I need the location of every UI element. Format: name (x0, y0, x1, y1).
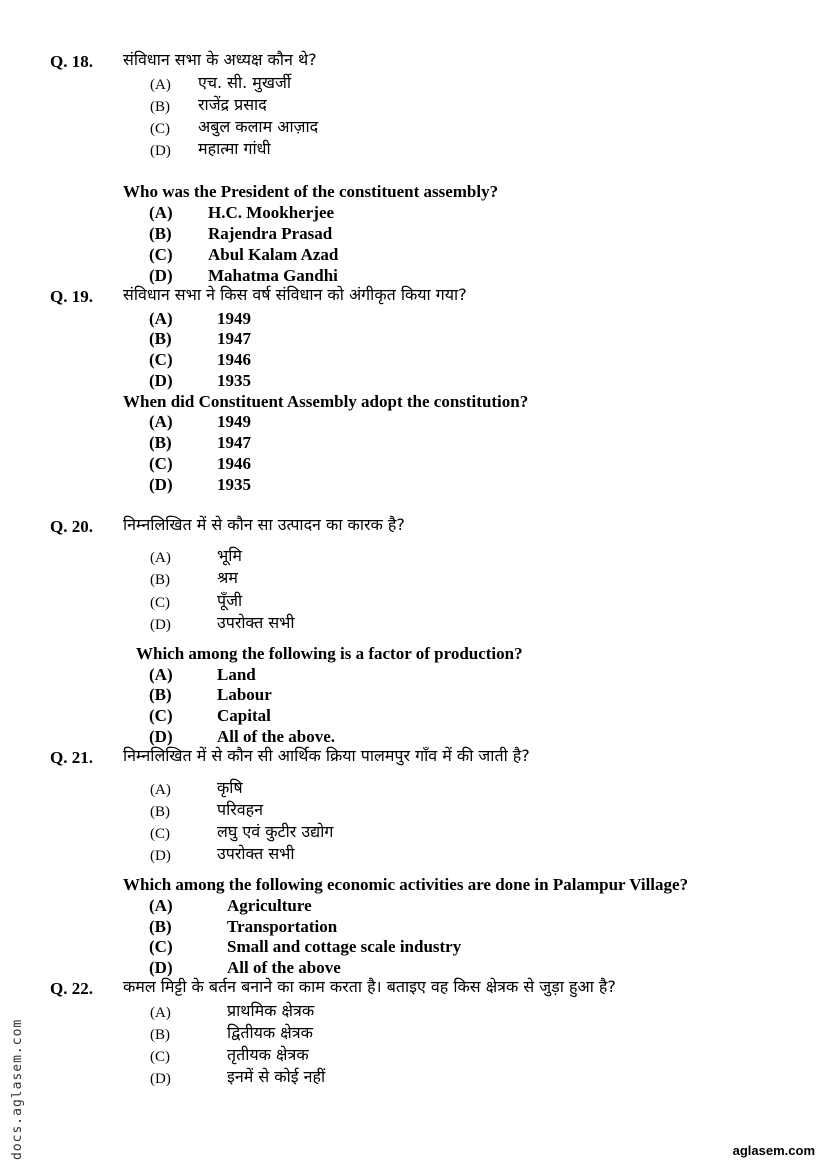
option-text-english: 1949 (217, 412, 251, 431)
footer-watermark: aglasem.com (732, 1143, 815, 1158)
option-label: (A) (149, 412, 173, 431)
option-label: (C) (150, 121, 170, 137)
option-text-english: Capital (217, 706, 271, 725)
question-number: Q. 22. (50, 979, 93, 998)
question-number: Q. 21. (50, 748, 93, 767)
option-text-english: 1947 (217, 433, 251, 452)
question-text-english: Which among the following economic activities are done in Palampur Village? (123, 875, 689, 894)
option-label: (A) (149, 665, 173, 684)
option-text-english: 1935 (217, 475, 251, 494)
option-label: (C) (150, 595, 170, 611)
option-label: (B) (150, 572, 170, 588)
option-text-english: Mahatma Gandhi (208, 266, 338, 285)
option-text-english: H.C. Mookherjee (208, 203, 335, 222)
question-text-hindi: कमल मिट्टी के बर्तन बनाने का काम करता है। बताइए वह किस क्षेत्रक से जुड़ा हुआ है? (123, 977, 616, 996)
option-text-hindi: पूँजी (217, 591, 243, 610)
option-text-hindi: कृषि (217, 778, 243, 797)
option-text-hindi: राजेंद्र प्रसाद (198, 95, 267, 114)
option-label: (B) (149, 224, 172, 243)
option-text-english: Rajendra Prasad (208, 224, 333, 243)
option-text-english: Small and cottage scale industry (227, 937, 462, 956)
question-text-english: Which among the following is a factor of production? (136, 644, 523, 663)
option-label: (A) (150, 1005, 171, 1021)
option-label: (C) (149, 245, 173, 264)
option-label: (B) (149, 685, 172, 704)
question-text-hindi: संविधान सभा ने किस वर्ष संविधान को अंगीकृत किया गया? (123, 285, 467, 304)
option-text-english: Abul Kalam Azad (208, 245, 339, 264)
option-text: 1946 (217, 350, 251, 369)
option-label: (B) (149, 917, 172, 936)
option-label: (D) (150, 848, 171, 864)
option-text-hindi: अबुल कलाम आज़ाद (198, 117, 319, 136)
option-label: (D) (149, 958, 173, 977)
option-text-english: All of the above. (217, 727, 336, 746)
question-text-hindi: संविधान सभा के अध्यक्ष कौन थे? (123, 50, 317, 69)
option-text-english: Labour (217, 685, 272, 704)
option-text-hindi: लघु एवं कुटीर उद्योग (217, 822, 334, 841)
option-label: (C) (149, 350, 173, 369)
option-text-english: Transportation (227, 917, 338, 936)
option-label: (B) (150, 1027, 170, 1043)
option-text-hindi: उपरोक्त सभी (217, 844, 295, 863)
option-label: (C) (150, 1049, 170, 1065)
option-label: (B) (149, 329, 172, 348)
option-text: 1935 (217, 371, 251, 390)
option-text-hindi: एच. सी. मुखर्जी (198, 73, 291, 92)
option-label: (B) (150, 804, 170, 820)
option-label: (A) (149, 896, 173, 915)
question-text-english: When did Constituent Assembly adopt the constitution? (123, 392, 529, 411)
option-text-hindi: द्वितीयक क्षेत्रक (227, 1023, 313, 1042)
option-text-hindi: भूमि (217, 546, 242, 565)
option-label: (D) (149, 727, 173, 746)
option-text: 1949 (217, 309, 251, 328)
option-text-english: 1946 (217, 454, 251, 473)
option-label: (C) (150, 826, 170, 842)
option-label: (C) (149, 937, 173, 956)
option-label: (A) (149, 309, 173, 328)
option-label: (D) (150, 1071, 171, 1087)
question-text-hindi: निम्नलिखित में से कौन सी आर्थिक क्रिया पालमपुर गाँव में की जाती है? (123, 746, 530, 765)
question-text-english: Who was the President of the constituent assembly? (123, 182, 499, 201)
option-label: (B) (150, 99, 170, 115)
option-label: (C) (149, 454, 173, 473)
question-text-hindi: निम्नलिखित में से कौन सा उत्पादन का कारक है? (123, 515, 405, 534)
option-label: (B) (149, 433, 172, 452)
option-label: (C) (149, 706, 173, 725)
option-text-hindi: इनमें से कोई नहीं (227, 1067, 326, 1086)
option-label: (A) (149, 203, 173, 222)
option-label: (D) (150, 617, 171, 633)
option-text-english: All of the above (227, 958, 341, 977)
question-number: Q. 19. (50, 287, 93, 306)
option-text-english: Agriculture (227, 896, 312, 915)
option-text-hindi: महात्मा गांधी (198, 139, 271, 158)
side-watermark: docs.aglasem.com (10, 1018, 25, 1160)
option-text-hindi: प्राथमिक क्षेत्रक (227, 1001, 315, 1020)
option-text: 1947 (217, 329, 251, 348)
option-label: (A) (150, 782, 171, 798)
option-text-hindi: उपरोक्त सभी (217, 613, 295, 632)
option-text-english: Land (217, 665, 256, 684)
question-number: Q. 20. (50, 517, 93, 536)
option-label: (D) (150, 143, 171, 159)
option-text-hindi: परिवहन (217, 800, 264, 819)
option-label: (D) (149, 475, 173, 494)
question-number: Q. 18. (50, 52, 93, 71)
option-label: (D) (149, 266, 173, 285)
option-label: (D) (149, 371, 173, 390)
option-label: (A) (150, 77, 171, 93)
option-text-hindi: श्रम (217, 568, 238, 587)
option-text-hindi: तृतीयक क्षेत्रक (227, 1045, 309, 1064)
option-label: (A) (150, 550, 171, 566)
